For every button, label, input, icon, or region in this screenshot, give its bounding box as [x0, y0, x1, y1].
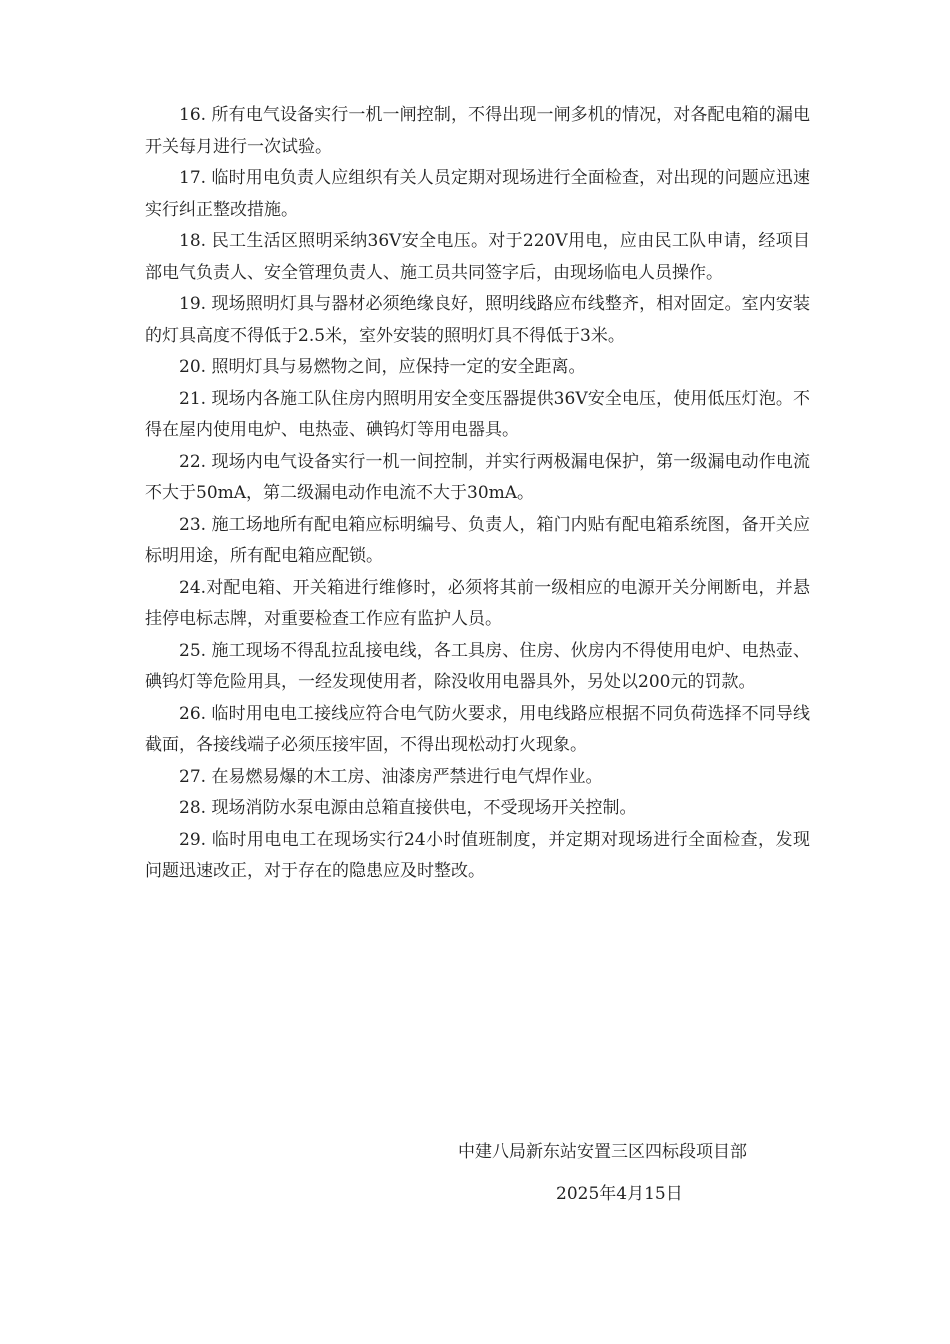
- paragraph-20: 20. 照明灯具与易燃物之间，应保持一定的安全距离。: [179, 357, 586, 377]
- paragraph-25: 25. 施工现场不得乱拉乱接电线，各工具房、住房、伙房内不得使用电炉、电热壶、碘钨灯等危险用具，一经发现使用者，除没收用电器具外，另处以200元的罚款。: [145, 640, 810, 692]
- paragraph-17: 17. 临时用电负责人应组织有关人员定期对现场进行全面检查，对出现的问题应迅速实行纠正整改措施。: [145, 168, 810, 220]
- paragraph-27: 27. 在易燃易爆的木工房、油漆房严禁进行电气焊作业。: [179, 766, 603, 787]
- paragraph-16: 16. 所有电气设备实行一机一闸控制，不得出现一闸多机的情况，对各配电箱的漏电开关每月进行一次试验。: [145, 105, 810, 157]
- signature-organization: 中建八局新东站安置三区四标段项目部: [458, 1142, 747, 1162]
- paragraph-23: 23. 施工场地所有配电箱应标明编号、负责人，箱门内贴有配电箱系统图，备开关应标明用途，所有配电箱应配锁。: [145, 514, 810, 566]
- paragraph-21: 21. 现场内各施工队住房内照明用安全变压器提供36V安全电压，使用低压灯泡。不得在屋内使用电炉、电热壶、碘钨灯等用电器具。: [145, 388, 810, 440]
- paragraph-29: 29. 临时用电电工在现场实行24小时值班制度，并定期对现场进行全面检查，发现问题迅速改正，对于存在的隐患应及时整改。: [145, 829, 810, 881]
- signature-date: 2025年4月15日: [556, 1184, 683, 1204]
- body-text: [145, 100, 810, 888]
- paragraph-19: 19. 现场照明灯具与器材必须绝缘良好，照明线路应布线整齐，相对固定。室内安装的灯具高度不得低于2.5米，室外安装的照明灯具不得低于3米。: [145, 294, 810, 346]
- paragraph-24: 24.对配电箱、开关箱进行维修时，必须将其前一级相应的电源开关分闸断电，并悬挂停电标志牌，对重要检查工作应有监护人员。: [145, 577, 810, 629]
- paragraph-18: 18. 民工生活区照明采纳36V安全电压。对于220V用电，应由民工队申请，经项目部电气负责人、安全管理负责人、施工员共同签字后，由现场临电人员操作。: [145, 231, 810, 283]
- paragraph-26: 26. 临时用电电工接线应符合电气防火要求，用电线路应根据不同负荷选择不同导线截面，各接线端子必须压接牢固，不得出现松动打火现象。: [145, 703, 810, 755]
- paragraph-22: 22. 现场内电气设备实行一机一间控制，并实行两极漏电保护，第一级漏电动作电流不大于50mA，第二级漏电动作电流不大于30mA。: [145, 451, 810, 503]
- paragraph-28: 28. 现场消防水泵电源由总箱直接供电，不受现场开关控制。: [179, 798, 637, 818]
